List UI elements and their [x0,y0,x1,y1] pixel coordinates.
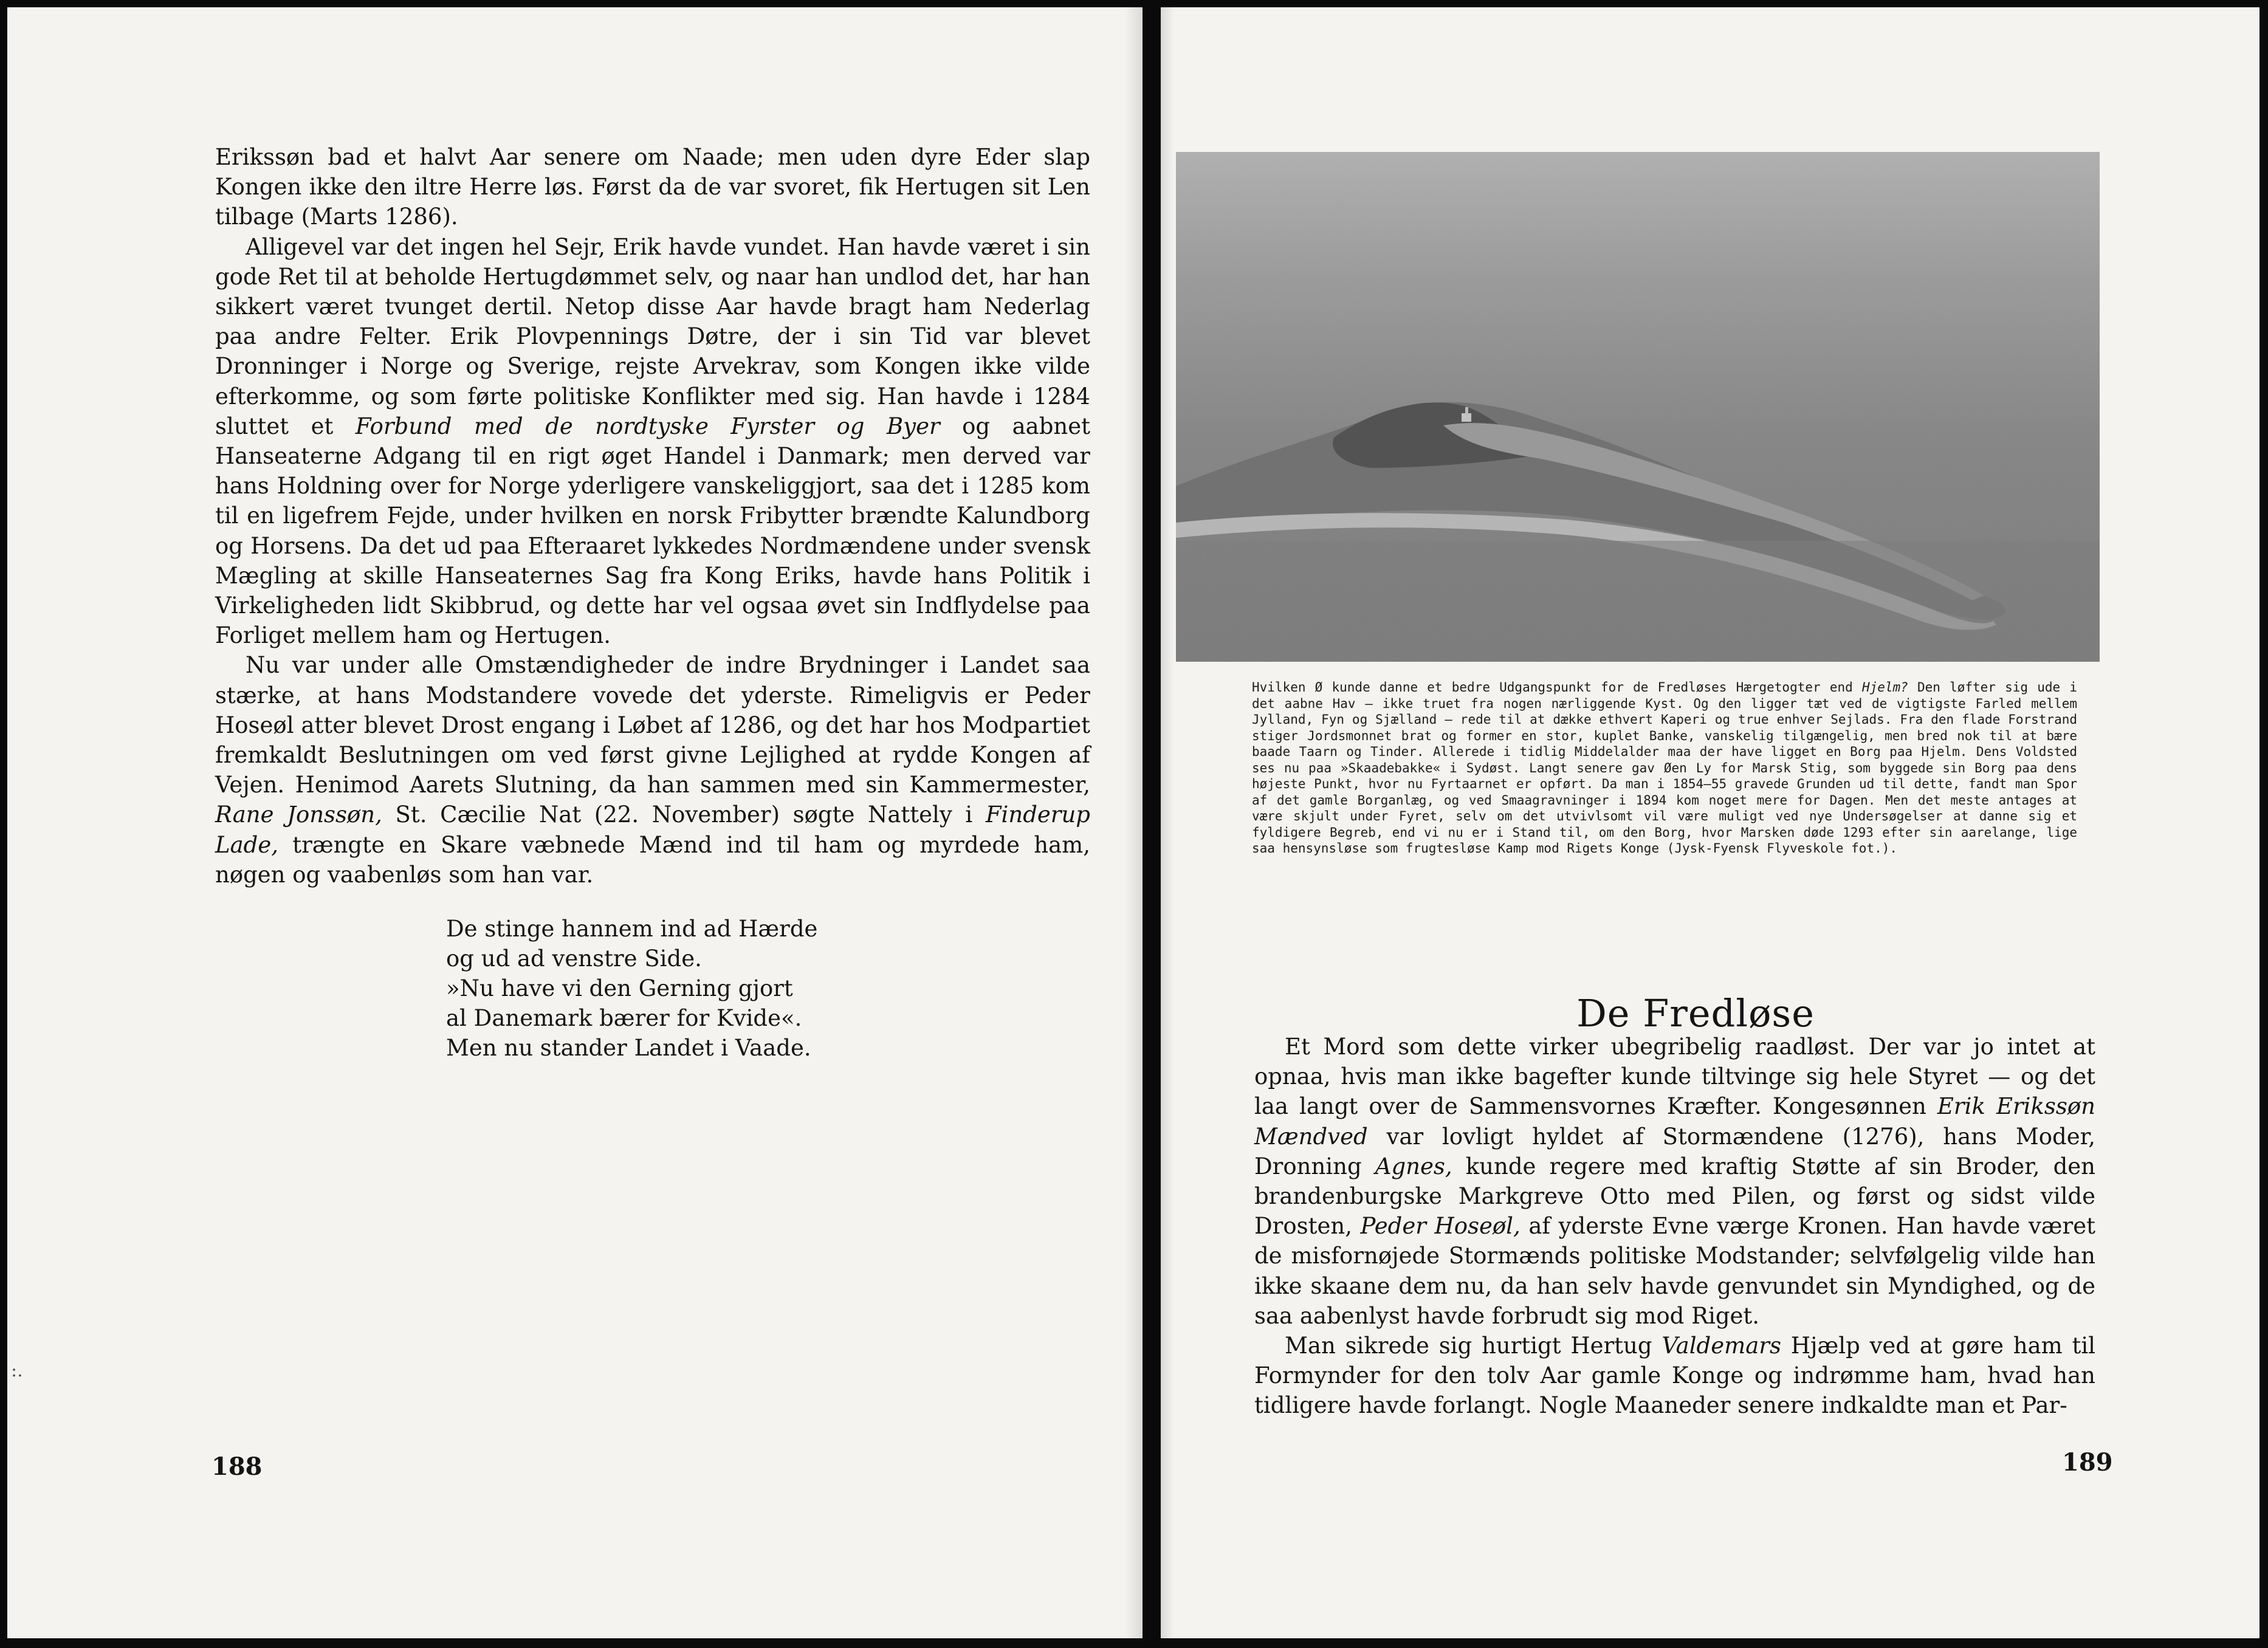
paragraph: Alligevel var det ingen hel Sejr, Erik havde vundet. Han havde været i sin gode Ret til at beholde Hertugdømmet selv, og naar han undlod det, har han sikkert været tvunget dertil. Netop disse Aar havde bragt ham Nederlag paa andre Felter. Erik Plovpennings Døtre, der i sin Tid var blevet Dronninger i Norge og Sverige, rejste Arvekrav, som Kongen ikke vilde efterkomme, og som førte politiske Konflikter med sig. Han havde i 1284 sluttet et Forbund med de nordtyske Fyrster og Byer og aabnet Hanseaterne Adgang til en rigt øget Handel i Danmark; men derved var hans Holdning over for Norge yderligere vanskeliggjort, saa det i 1285 kom til en ligefrem Fejde, under hvilken en norsk Fribytter brændte Kalundborg og Horsens. Da det ud paa Efteraaret lykkedes Nordmændene under svensk Mægling at skille Hanseaternes Sag fra Kong Eriks, havde hans Politik i Virkeligheden lidt Skibbrud, og dette har vel ogsaa øvet sin Indflydelse paa Forliget mellem ham og Hertugen. [215,233,1091,649]
verse-quote [446,914,817,1063]
left-body-text [215,142,1090,890]
gutter-shadow [1124,7,1143,1638]
page-number: 188 [211,1452,263,1481]
verse-line: al Danemark bærer for Kvide«. [446,1005,802,1031]
right-body-text [1254,1032,2095,1421]
paragraph: Man sikrede sig hurtigt Hertug Valdemars Hjælp ved at gøre ham til Formynder for den tolv Aar gamle Konge og indrømme ham, hvad han tidligere havde forlangt. Nogle Maaneder senere indkaldte man et Par- [1254,1333,2096,1419]
verse-line: »Nu have vi den Gerning gjort [446,975,793,1001]
stray-mark: :. [11,1360,23,1381]
paragraph: Et Mord som dette virker ubegribelig raadløst. Der var jo intet at opnaa, hvis man ikke bagefter kunde tiltvinge sig hele Styret — og det laa langt over de Sammensvornes Kræfter. Kongesønnen Erik Erikssøn Mændved var lovligt hyldet af Stormændene (1276), hans Moder, Dronning Agnes, kunde regere med kraftig Støtte af sin Broder, den brandenburgske Markgreve Otto med Pilen, og først og sidst vilde Drosten, Peder Hoseøl, af yderste Evne værge Kronen. Han havde været de misfornøjede Stormænds politiske Modstander; selvfølgelig vilde han ikke skaane dem nu, da han selv havde genvundet sin Myndighed, og de saa aabenlyst havde forbrudt sig mod Riget. [1254,1034,2095,1329]
chapter-title: De Fredløse [1576,991,1815,1036]
page-number: 189 [2062,1448,2113,1477]
verse-line: og ud ad venstre Side. [446,946,702,972]
verse-line: Men nu stander Landet i Vaade. [446,1035,811,1061]
paragraph: Erikssøn bad et halvt Aar senere om Naade; men uden dyre Eder slap Kongen ikke den iltre Herre løs. Først da de var svoret, fik Hertugen sit Len tilbage (Marts 1286). [215,144,1090,230]
paragraph: Nu var under alle Omstændigheder de indre Brydninger i Landet saa stærke, at hans Modstandere vovede det yderste. Rimeligvis er Peder Hoseøl atter blevet Drost engang i Løbet af 1286, og det har hos Modpartiet fremkaldt Beslutningen om ved først givne Lejlighed at rydde Kongen af Vejen. Henimod Aarets Slutning, da han sammen med sin Kammermester, Rane Jonssøn, St. Cæcilie Nat (22. November) søgte Nattely i Finderup Lade, trængte en Skare væbnede Mænd ind til ham og myrdede ham, nøgen og vaabenløs som han var. [215,652,1090,888]
verse-line: De stinge hannem ind ad Hærde [446,916,818,942]
photo-caption: Hvilken Ø kunde danne et bedre Udgangspunkt for de Fredløses Hærgetogter end Hjelm? Den løfter sig ude i det aabne Hav — ikke truet fra nogen nærliggende Kyst. Og den ligger tæt ved de vigtigste Farled mellem Jylland, Fyn og Sjælland — rede til at dække ethvert Kaperi og true enhver Sejlads. Fra den flade Forstrand stiger Jordsmonnet brat og former en stor, kuplet Banke, vanskelig tilgængelig, men bred nok til at bære baade Taarn og Tinder. Allerede i tidlig Middelalder maa der have ligget en Borg paa Hjelm. Dens Voldsted ses nu paa »Skaadebakke« i Sydøst. Langt senere gav Øen Ly for Marsk Stig, som byggede sin Borg paa dens højeste Punkt, hvor nu Fyrtaarnet er opført. Da man i 1854—55 gravede Grunden ud til dette, fandt man Spor af det gamle Borganlæg, og ved Smaagravninger i 1894 kom noget mere for Dagen. Men det meste antages at være skjult under Fyret, selv om det utvivlsomt vil være muligt ved nye Undersøgelser at danne sig et fyldigere Begreb, end vi nu er i Stand til, om den Borg, hvor Marsken døde 1293 efter sin aarelange, lige saa hensynsløse som frugtesløse Kamp mod Rigets Konge (Jysk-Fyensk Flyveskole fot.). [1252,680,2077,856]
aerial-photo-hjelm [1176,152,2100,662]
gutter-shadow [1161,7,1174,1638]
